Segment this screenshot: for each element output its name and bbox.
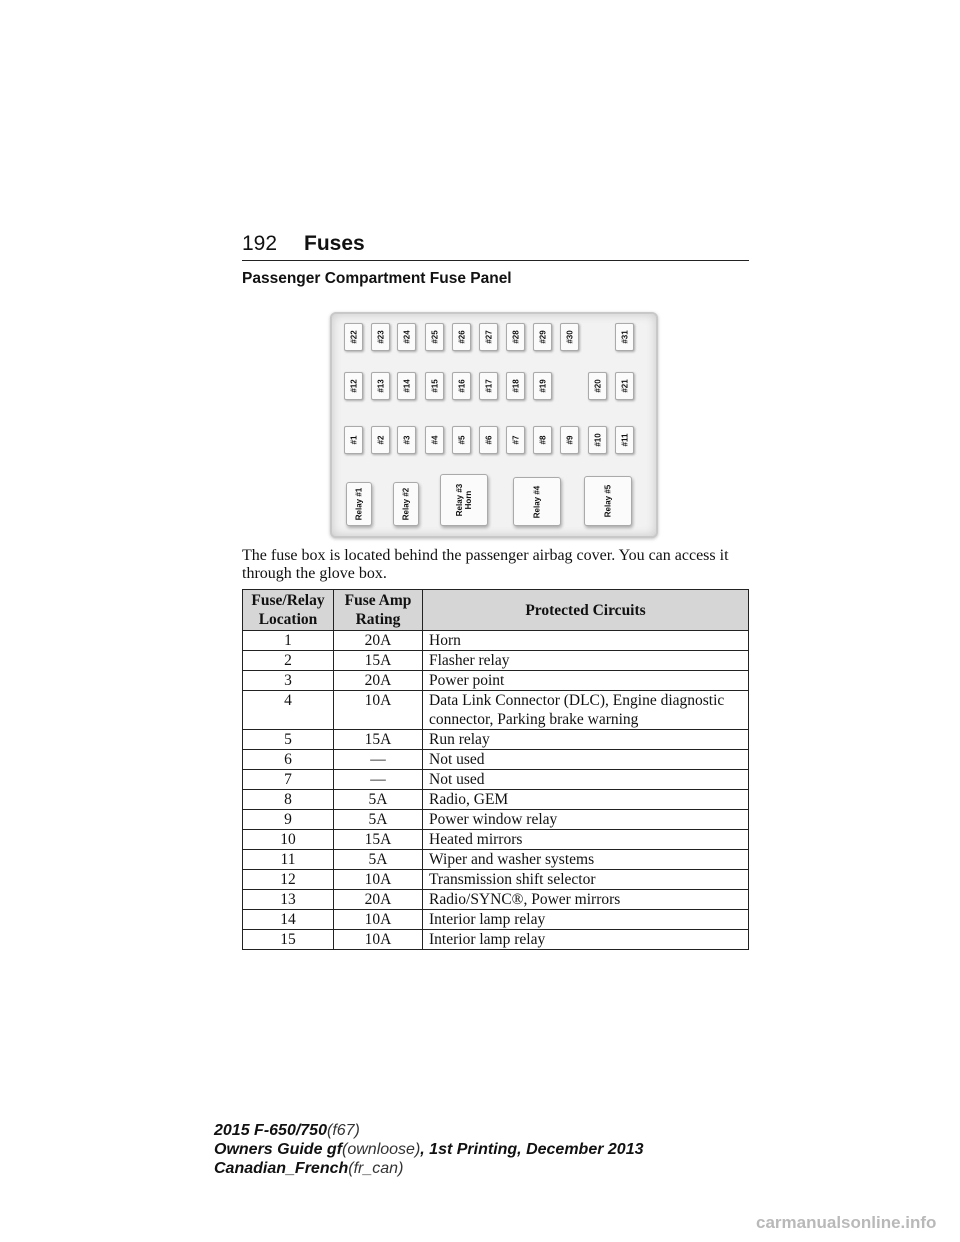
protected-circuits: Power window relay xyxy=(423,810,749,830)
fuse-12 xyxy=(344,372,363,400)
fuse-amp: 20A xyxy=(334,631,423,651)
fuse-7 xyxy=(506,426,525,454)
fuse-label: #16 xyxy=(457,379,466,393)
fuse-31 xyxy=(615,323,634,351)
fuse-label: #28 xyxy=(511,330,520,344)
fuse-25 xyxy=(425,323,444,351)
fuse-amp: 5A xyxy=(334,850,423,870)
relay-4 xyxy=(513,477,561,526)
fuse-label: #26 xyxy=(457,330,466,344)
fuse-label: #23 xyxy=(376,330,385,344)
fuse-5 xyxy=(452,426,471,454)
fuse-location: 8 xyxy=(243,790,334,810)
table-row xyxy=(243,910,749,930)
protected-circuits: Horn xyxy=(423,631,749,651)
fuse-amp: 10A xyxy=(334,870,423,890)
fuse-1 xyxy=(344,426,363,454)
table-row xyxy=(243,810,749,830)
fuse-label: #7 xyxy=(511,435,520,445)
fuse-location: 4 xyxy=(243,691,334,730)
fuse-amp: — xyxy=(334,750,423,770)
fuse-label: #13 xyxy=(376,379,385,393)
table-row xyxy=(243,890,749,910)
protected-circuits: Data Link Connector (DLC), Engine diagnostic connector, Parking brake warning xyxy=(423,691,749,730)
protected-circuits: Not used xyxy=(423,770,749,790)
section-title: Passenger Compartment Fuse Panel xyxy=(242,270,512,287)
fuse-28 xyxy=(506,323,525,351)
fuse-label: #19 xyxy=(538,379,547,393)
protected-circuits: Power point xyxy=(423,671,749,691)
chapter-title: Fuses xyxy=(304,232,365,255)
fuse-3 xyxy=(397,426,416,454)
fuse-6 xyxy=(479,426,498,454)
fuse-label: #27 xyxy=(484,330,493,344)
relay-1 xyxy=(346,482,372,526)
fuse-label: #29 xyxy=(538,330,547,344)
table-row xyxy=(243,850,749,870)
table-row xyxy=(243,730,749,750)
fuse-label: #21 xyxy=(620,379,629,393)
fuse-location: 12 xyxy=(243,870,334,890)
relay-label: Relay #2 xyxy=(401,487,411,521)
fuse-amp: 5A xyxy=(334,790,423,810)
fuse-8 xyxy=(533,426,552,454)
fuse-13 xyxy=(371,372,390,400)
fuse-11 xyxy=(615,426,634,454)
protected-circuits: Not used xyxy=(423,750,749,770)
fuse-10 xyxy=(588,426,607,454)
relay-3-label: Relay #3 xyxy=(455,483,464,517)
fuse-label: #1 xyxy=(349,435,358,445)
footer-model: 2015 F-650/750 xyxy=(214,1122,327,1139)
footer-printing: , 1st Printing, December 2013 xyxy=(420,1141,644,1158)
fuse-label: #25 xyxy=(430,330,439,344)
fuse-amp: 20A xyxy=(334,671,423,691)
footer-language-code: (fr_can) xyxy=(348,1160,404,1177)
fuse-location: 3 xyxy=(243,671,334,691)
fuse-label: #24 xyxy=(402,330,411,344)
fuse-panel-diagram xyxy=(330,312,658,538)
table-row xyxy=(243,770,749,790)
footer-guide: Owners Guide gf xyxy=(214,1141,343,1158)
table-row xyxy=(243,750,749,770)
relay-label: Relay #5 xyxy=(603,484,613,518)
fuse-19 xyxy=(533,372,552,400)
fuse-amp: 20A xyxy=(334,890,423,910)
table-row xyxy=(243,631,749,651)
fuse-location: 15 xyxy=(243,930,334,950)
fuse-22 xyxy=(344,323,363,351)
fuse-label: #15 xyxy=(430,379,439,393)
fuse-location: 5 xyxy=(243,730,334,750)
fuse-26 xyxy=(452,323,471,351)
page-header xyxy=(242,232,749,261)
footer-language: Canadian_French xyxy=(214,1160,349,1177)
column-header-location: Fuse/Relay Location xyxy=(243,590,334,631)
fuse-label: #4 xyxy=(430,435,439,445)
footer-line-guide xyxy=(214,1140,643,1159)
fuse-location: 7 xyxy=(243,770,334,790)
fuse-18 xyxy=(506,372,525,400)
fuse-29 xyxy=(533,323,552,351)
table-row xyxy=(243,671,749,691)
fuse-label: #30 xyxy=(565,330,574,344)
page-number: 192 xyxy=(242,232,278,255)
footer-line-language xyxy=(214,1159,643,1178)
fuse-amp: 10A xyxy=(334,691,423,730)
table-row xyxy=(243,691,749,730)
fuse-label: #31 xyxy=(620,330,629,344)
relay-3-horn xyxy=(440,474,488,526)
fuse-amp: 15A xyxy=(334,651,423,671)
fuse-16 xyxy=(452,372,471,400)
fuse-30 xyxy=(560,323,579,351)
fuse-20 xyxy=(588,372,607,400)
fuse-location: 10 xyxy=(243,830,334,850)
description-text: The fuse box is located behind the passenger airbag cover. You can access it through the glove box. xyxy=(242,547,729,582)
fuse-location: 2 xyxy=(243,651,334,671)
protected-circuits: Run relay xyxy=(423,730,749,750)
fuse-label: #18 xyxy=(511,379,520,393)
column-header-amp: Fuse Amp Rating xyxy=(334,590,423,631)
page-footer xyxy=(214,1121,643,1178)
fuse-14 xyxy=(397,372,416,400)
fuse-label: #12 xyxy=(349,379,358,393)
relay-5 xyxy=(584,476,632,526)
column-header-circuits: Protected Circuits xyxy=(423,590,749,631)
protected-circuits: Radio, GEM xyxy=(423,790,749,810)
fuse-location: 1 xyxy=(243,631,334,651)
fuse-label: #8 xyxy=(538,435,547,445)
fuse-label: #22 xyxy=(349,330,358,344)
fuse-location: 13 xyxy=(243,890,334,910)
fuse-amp: 10A xyxy=(334,930,423,950)
fuse-amp: 15A xyxy=(334,730,423,750)
fuse-27 xyxy=(479,323,498,351)
protected-circuits: Transmission shift selector xyxy=(423,870,749,890)
fuse-label: #17 xyxy=(484,379,493,393)
fuse-label: #6 xyxy=(484,435,493,445)
table-row xyxy=(243,870,749,890)
fuse-4 xyxy=(425,426,444,454)
fuse-23 xyxy=(371,323,390,351)
protected-circuits: Flasher relay xyxy=(423,651,749,671)
fuse-label: #14 xyxy=(402,379,411,393)
relay-label: Relay #1 xyxy=(354,487,364,521)
fuse-label: #10 xyxy=(593,433,602,447)
table-header-row xyxy=(243,590,749,631)
fuse-label: #20 xyxy=(593,379,602,393)
fuse-location: 6 xyxy=(243,750,334,770)
fuse-amp: 5A xyxy=(334,810,423,830)
fuse-location: 11 xyxy=(243,850,334,870)
fuse-location: 9 xyxy=(243,810,334,830)
fuse-amp: — xyxy=(334,770,423,790)
protected-circuits: Radio/SYNC®, Power mirrors xyxy=(423,890,749,910)
protected-circuits: Interior lamp relay xyxy=(423,910,749,930)
fuse-label: #3 xyxy=(402,435,411,445)
footer-line-model xyxy=(214,1121,643,1140)
table-row xyxy=(243,830,749,850)
fuse-table xyxy=(242,589,749,950)
fuse-label: #9 xyxy=(565,435,574,445)
fuse-17 xyxy=(479,372,498,400)
fuse-label: #5 xyxy=(457,435,466,445)
protected-circuits: Wiper and washer systems xyxy=(423,850,749,870)
fuse-location: 14 xyxy=(243,910,334,930)
protected-circuits: Interior lamp relay xyxy=(423,930,749,950)
fuse-amp: 15A xyxy=(334,830,423,850)
footer-guide-code: (ownloose) xyxy=(342,1141,421,1158)
table-row xyxy=(243,930,749,950)
fuse-15 xyxy=(425,372,444,400)
fuse-24 xyxy=(397,323,416,351)
table-row xyxy=(243,651,749,671)
relay-label: Relay #4 xyxy=(532,485,542,518)
relay-2 xyxy=(393,482,419,526)
protected-circuits: Heated mirrors xyxy=(423,830,749,850)
fuse-2 xyxy=(371,426,390,454)
fuse-amp: 10A xyxy=(334,910,423,930)
fuse-label: #11 xyxy=(620,433,629,447)
watermark: carmanualsonline.info xyxy=(756,1213,937,1232)
fuse-9 xyxy=(560,426,579,454)
horn-label: Horn xyxy=(464,490,473,510)
table-row xyxy=(243,790,749,810)
relay-label xyxy=(455,484,473,516)
fuse-21 xyxy=(615,372,634,400)
fuse-label: #2 xyxy=(376,435,385,445)
footer-model-code: (f67) xyxy=(326,1122,360,1139)
